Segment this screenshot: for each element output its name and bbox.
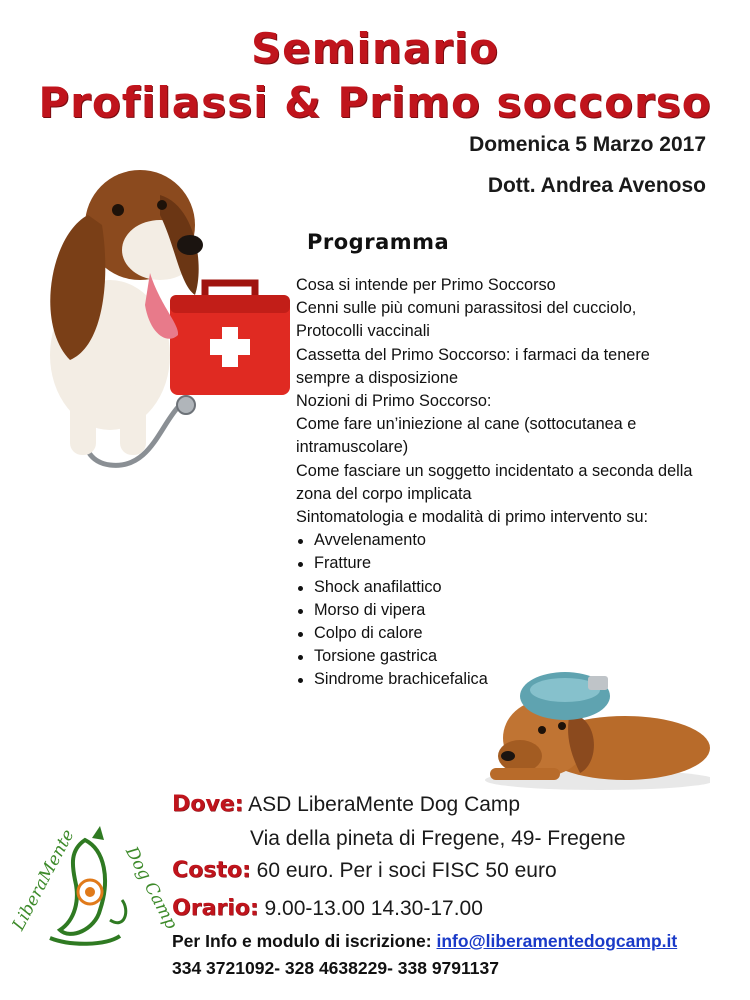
- title-line-2: Profilassi & Primo soccorso: [38, 78, 712, 127]
- dog-ice-bag-image: [450, 668, 710, 793]
- program-line: Protocolli vaccinali: [296, 322, 430, 341]
- program-heading: Programma: [307, 230, 450, 254]
- program-line: Nozioni di Primo Soccorso:: [296, 392, 492, 411]
- program-line: intramuscolare): [296, 438, 409, 457]
- time-label: Orario:: [172, 896, 259, 921]
- program-line: Cenni sulle più comuni parassitosi del cucciolo,: [296, 299, 637, 318]
- logo-text-left: LiberaMente: [8, 826, 79, 934]
- program-line: zona del corpo implicata: [296, 484, 472, 503]
- event-date: Domenica 5 Marzo 2017: [469, 133, 706, 156]
- cost-value: 60 euro. Per i soci FISC 50 euro: [256, 859, 557, 882]
- bullet-item: Shock anafilattico: [296, 576, 736, 599]
- cost-label: Costo:: [172, 858, 251, 883]
- logo: [8, 820, 182, 955]
- email-link[interactable]: info@liberamentedogcamp.it: [436, 931, 678, 951]
- info-label: Per Info e modulo di iscrizione:: [172, 931, 432, 951]
- where-label: Dove:: [172, 792, 244, 817]
- contact-row: [172, 931, 677, 952]
- program-list: [296, 274, 736, 692]
- cost-row: [172, 860, 557, 882]
- where-row: [172, 794, 520, 816]
- program-line: Cassetta del Primo Soccorso: i farmaci da tenere: [296, 345, 650, 364]
- program-line: Come fare un’iniezione al cane (sottocutanea e: [296, 415, 637, 434]
- bullet-item: Sindrome brachicefalica: [296, 668, 736, 691]
- where-value: ASD LiberaMente Dog Camp: [248, 793, 521, 816]
- bullet-item: Avvelenamento: [296, 529, 736, 552]
- program-line: Cosa si intende per Primo Soccorso: [296, 276, 556, 294]
- time-row: [172, 898, 483, 920]
- bullet-item: Morso di vipera: [296, 599, 736, 622]
- bullet-item: Fratture: [296, 552, 736, 575]
- title-line-1: Seminario: [250, 24, 500, 73]
- speaker-name: Dott. Andrea Avenoso: [487, 174, 706, 197]
- program-line: sempre a disposizione: [296, 368, 458, 387]
- program-line: Sintomatologia e modalità di primo intervento su:: [296, 508, 649, 527]
- bullet-item: Torsione gastrica: [296, 645, 736, 668]
- time-value: 9.00-13.00 14.30-17.00: [264, 897, 483, 920]
- logo-text-right: Dog Camp: [121, 843, 182, 933]
- address: Via della pineta di Fregene, 49- Fregene: [250, 827, 626, 850]
- program-line: Come fasciare un soggetto incidentato a seconda della: [296, 461, 693, 480]
- phone-numbers: 334 3721092- 328 4638229- 338 9791137: [172, 958, 499, 978]
- bullet-item: Colpo di calore: [296, 622, 736, 645]
- basset-hound-image: [10, 155, 300, 475]
